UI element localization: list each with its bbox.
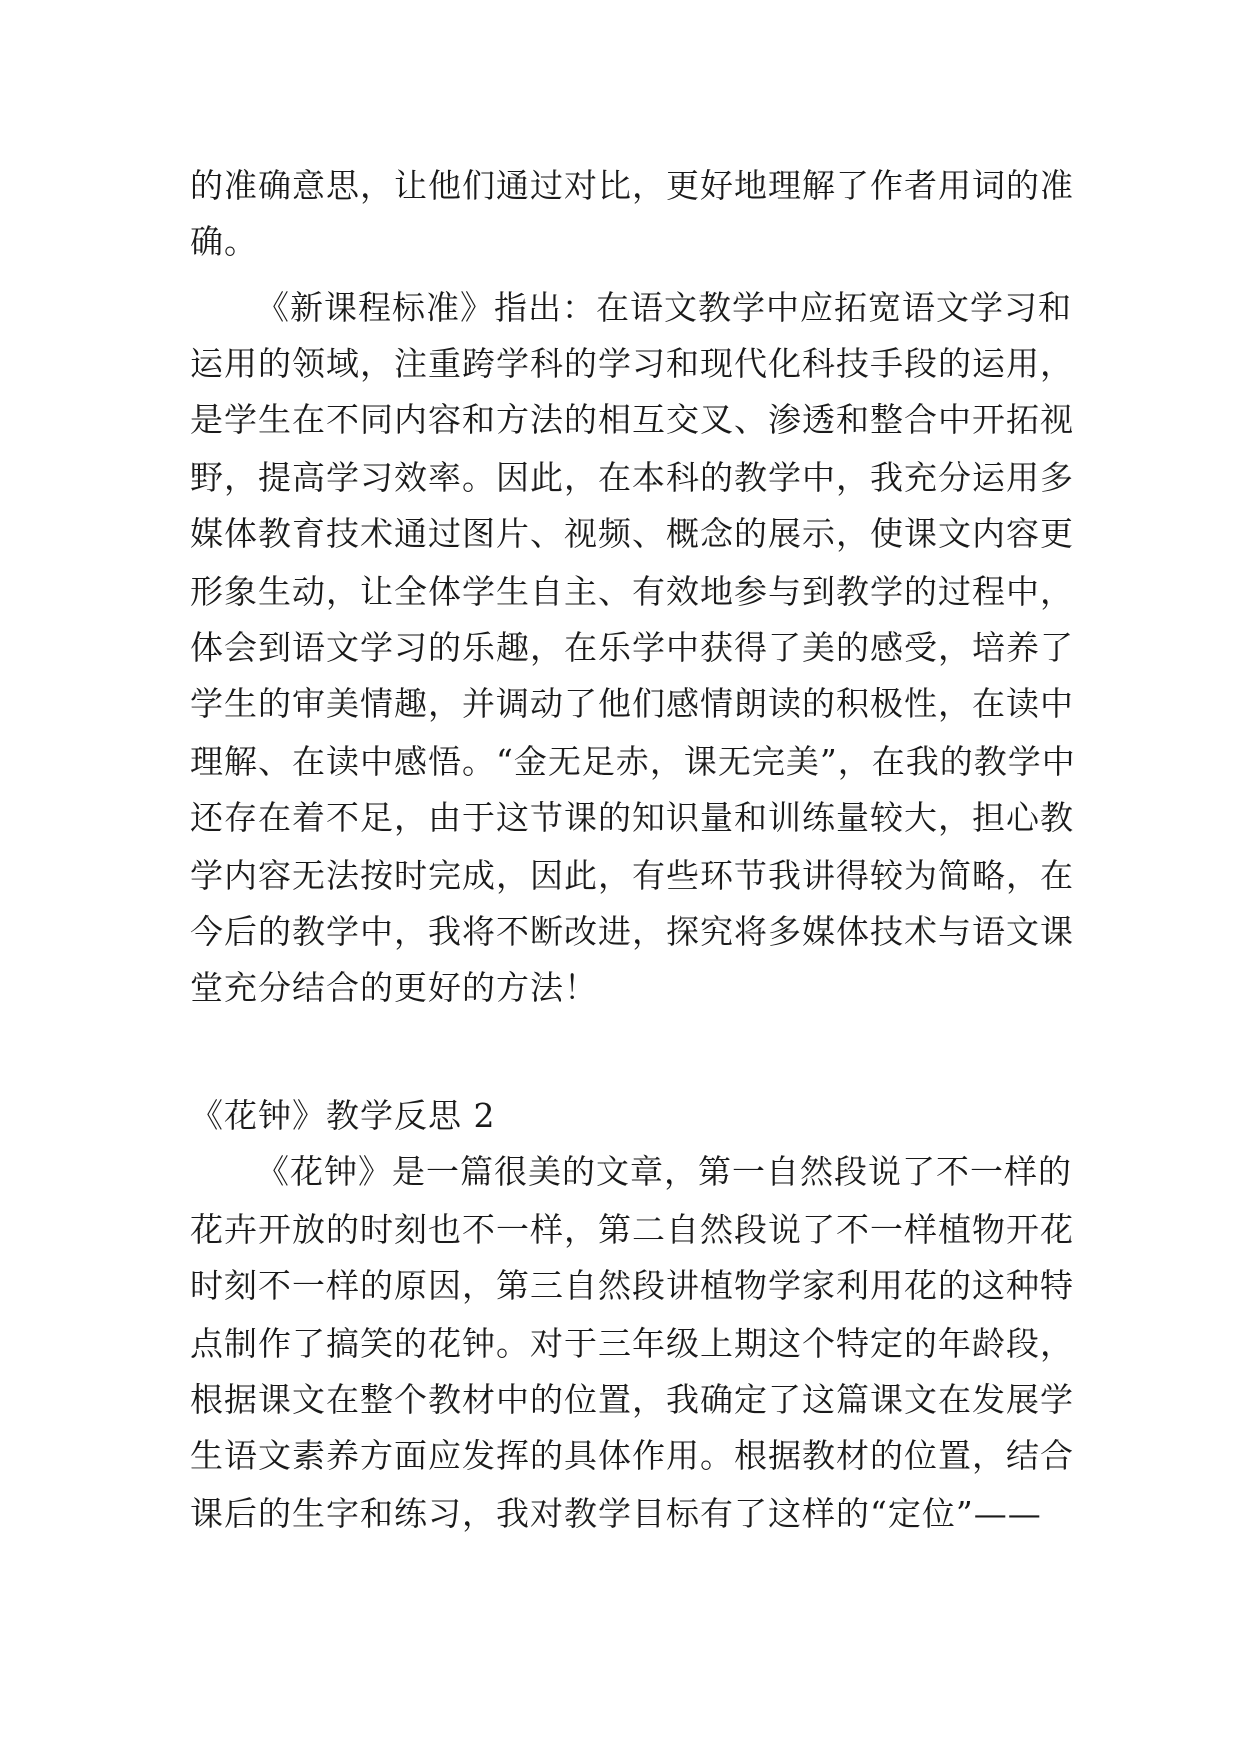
paragraph-2-line-10: 还存在着不足，由于这节课的知识量和训练量较大，担心教 [190,798,1074,837]
paragraph-3-line-7: 课后的生字和练习，我对教学目标有了这样的“定位”—— [190,1494,1042,1533]
paragraph-2-line-4: 野，提高学习效率。因此，在本科的教学中，我充分运用多 [190,458,1074,497]
paragraph-2-line-6: 形象生动，让全体学生自主、有效地参与到教学的过程中， [190,572,1074,611]
paragraph-3-line-3: 时刻不一样的原因，第三自然段讲植物学家利用花的这种特 [190,1266,1074,1305]
paragraph-2-line-2: 运用的领域，注重跨学科的学习和现代化科技手段的运用， [190,344,1074,383]
paragraph-2-line-3: 是学生在不同内容和方法的相互交叉、渗透和整合中开拓视 [190,400,1074,439]
section-title: 《花钟》教学反思 2 [190,1096,496,1135]
paragraph-3-line-2: 花卉开放的时刻也不一样，第二自然段说了不一样植物开花 [190,1210,1074,1249]
paragraph-3-line-1: 《花钟》是一篇很美的文章，第一自然段说了不一样的 [256,1152,1072,1191]
paragraph-3-line-5: 根据课文在整个教材中的位置，我确定了这篇课文在发展学 [190,1380,1074,1419]
paragraph-2-line-1: 《新课程标准》指出：在语文教学中应拓宽语文学习和 [256,288,1072,327]
paragraph-2-line-13: 堂充分结合的更好的方法！ [190,968,598,1007]
paragraph-3-line-4: 点制作了搞笑的花钟。对于三年级上期这个特定的年龄段， [190,1324,1074,1363]
paragraph-2-line-7: 体会到语文学习的乐趣，在乐学中获得了美的感受，培养了 [190,628,1074,667]
paragraph-1-line-2: 确。 [190,222,258,261]
paragraph-2-line-5: 媒体教育技术通过图片、视频、概念的展示，使课文内容更 [190,514,1074,553]
paragraph-2-line-11: 学内容无法按时完成，因此，有些环节我讲得较为简略，在 [190,856,1074,895]
paragraph-1-line-1: 的准确意思，让他们通过对比，更好地理解了作者用词的准 [190,166,1074,205]
paragraph-3-line-6: 生语文素养方面应发挥的具体作用。根据教材的位置，结合 [190,1436,1074,1475]
paragraph-2-line-8: 学生的审美情趣，并调动了他们感情朗读的积极性，在读中 [190,684,1074,723]
paragraph-2-line-9: 理解、在读中感悟。“金无足赤，课无完美”，在我的教学中 [190,742,1076,781]
paragraph-2-line-12: 今后的教学中，我将不断改进，探究将多媒体技术与语文课 [190,912,1074,951]
